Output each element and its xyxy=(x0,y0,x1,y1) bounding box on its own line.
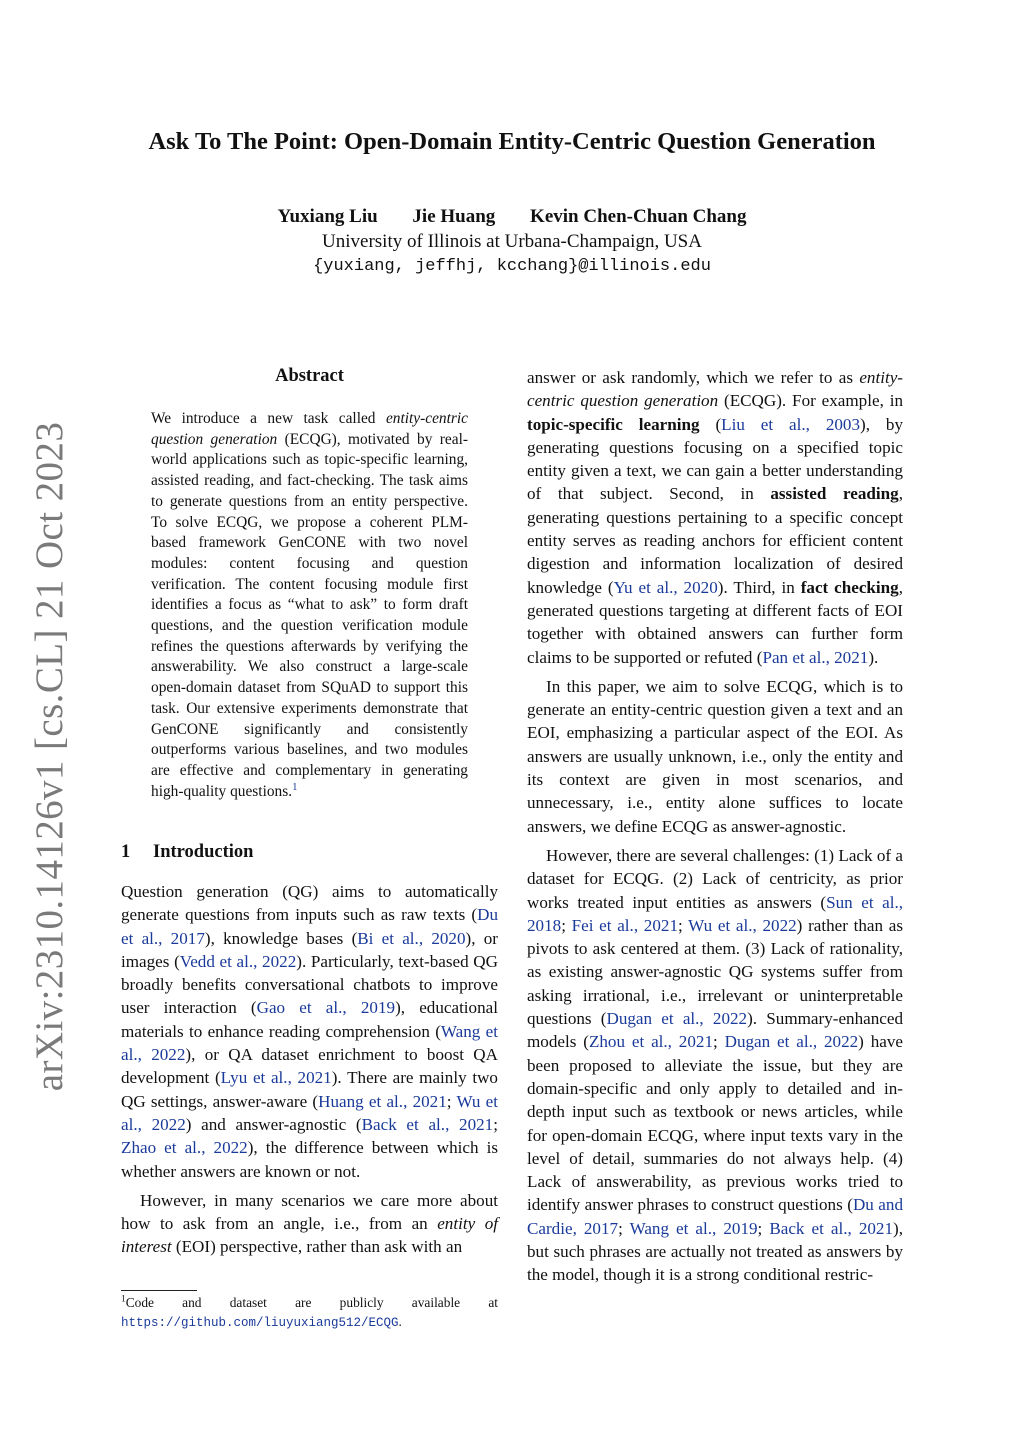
intro-paragraph xyxy=(121,880,498,1183)
abstract-heading: Abstract xyxy=(275,366,344,386)
right-column xyxy=(527,366,903,1293)
citation-link[interactable]: Du et al., 2017 xyxy=(121,905,498,948)
text-run: ), but such phrases are actually not treated as answers by the model, though it is a strong conditional restric- xyxy=(527,1218,903,1285)
text-run: ), knowledge bases ( xyxy=(204,928,358,948)
section-heading xyxy=(121,842,253,863)
author-affiliation: University of Illinois at Urbana-Champaign, USA xyxy=(322,231,702,252)
text-run: ( xyxy=(699,414,722,434)
intro-paragraph: In this paper, we aim to solve ECQG, which is to generate an entity-centric question given a text and an EOI, emphasizing a particular aspect of the EOI. As answers are usually unknown, i.e., only the entity and its context are given in most scenarios, and unnecessary, i.e., entity alone suffices to locate answers, we define ECQG as answer-agnostic. xyxy=(527,676,903,836)
citation-link[interactable]: Dugan et al., 2022 xyxy=(606,1009,748,1029)
text-run: (ECQG). For example, in xyxy=(718,391,903,411)
citation-link[interactable]: Wang et al., 2019 xyxy=(629,1218,758,1238)
text-run: ). Summary-enhanced models ( xyxy=(527,1009,903,1052)
citation-link[interactable]: Zhao et al., 2022 xyxy=(121,1138,248,1158)
text-run: ; xyxy=(618,1218,630,1238)
footnote xyxy=(121,1294,498,1332)
citation-link[interactable]: Liu et al., 2003 xyxy=(721,414,861,434)
citation-link[interactable]: Zhou et al., 2021 xyxy=(588,1032,713,1052)
author-list xyxy=(0,206,1024,228)
text-run-bold: assisted reading xyxy=(770,484,899,504)
citation-link[interactable]: Back et al., 2021 xyxy=(361,1114,494,1134)
text-run: , generated questions targeting at different facts of EOI together with obtained answers can further form claims to be supported or refuted ( xyxy=(527,577,903,667)
intro-paragraph xyxy=(121,1189,498,1259)
intro-paragraph xyxy=(527,844,903,1287)
text-run: ) have been proposed to alleviate the issue, but they are domain-specific and only apply to detailed and in-depth input such as textbook or news articles, while for open-domain ECQG, where input texts vary in the level of detail, summaries do not always help. (4) Lack of answerability, as previous works tried to identify answer phrases to construct questions ( xyxy=(527,1032,903,1215)
author-name: Jie Huang xyxy=(412,206,496,227)
arxiv-identifier: arXiv:2310.14126v1 [cs.CL] 21 Oct 2023 xyxy=(28,421,72,1091)
author-emails: {yuxiang, jeffhj, kcchang}@illinois.edu xyxy=(313,257,711,276)
text-run: Question generation (QG) aims to automatically generate questions from inputs such as raw texts ( xyxy=(121,882,498,925)
text-run: answer or ask randomly, which we refer to as xyxy=(527,368,860,387)
text-run: ) rather than as pivots to ask centered at them. (3) Lack of rationality, as existing answer-agnostic QG systems suffer from asking irrational, i.e., irrelevant or uninterpretable questions ( xyxy=(527,915,903,1029)
text-run: ; xyxy=(713,1032,725,1052)
text-run: , generating questions pertaining to a specific concept entity serves as reading anchors for efficient content digestion and information localization of desired knowledge ( xyxy=(527,484,903,597)
left-column xyxy=(121,880,498,1265)
citation-link[interactable]: Huang et al., 2021 xyxy=(318,1091,447,1111)
text-run-italic: entity-centric question generation xyxy=(151,410,468,448)
citation-link[interactable]: Wu et al., 2022 xyxy=(688,915,797,935)
citation-link[interactable]: Bi et al., 2020 xyxy=(357,928,466,948)
citation-link[interactable]: Back et al., 2021 xyxy=(769,1218,894,1238)
text-run: ; xyxy=(446,1091,457,1111)
text-run: ). xyxy=(868,647,879,667)
footnote-marker[interactable]: 1 xyxy=(292,780,298,793)
citation-link[interactable]: Vedd et al., 2022 xyxy=(179,951,297,971)
text-run: ; xyxy=(493,1114,498,1134)
intro-paragraph xyxy=(527,366,903,669)
text-run: ), or QA dataset enrichment to boost QA development ( xyxy=(121,1045,498,1088)
abstract-text xyxy=(151,409,468,802)
text-run: ), educational materials to enhance reading comprehension ( xyxy=(121,998,498,1041)
citation-link[interactable]: Fei et al., 2021 xyxy=(571,915,678,935)
citation-link[interactable]: Dugan et al., 2022 xyxy=(724,1032,859,1052)
text-run-bold: fact checking xyxy=(800,577,899,597)
repository-link[interactable]: https://github.com/liuyuxiang512/ECQG xyxy=(121,1315,399,1330)
text-run-italic: entity of interest xyxy=(121,1214,498,1257)
text-run: We introduce a new task called xyxy=(151,410,386,427)
text-run: ; xyxy=(678,915,689,935)
section-number: 1 xyxy=(121,842,131,862)
text-run: (EOI) perspective, rather than ask with an xyxy=(171,1237,463,1257)
text-run: ; xyxy=(757,1218,770,1238)
arxiv-sidebar-stamp xyxy=(20,421,80,1091)
footnote-divider xyxy=(121,1290,197,1291)
footnote-number: 1 xyxy=(121,1294,126,1305)
author-name: Kevin Chen-Chuan Chang xyxy=(530,206,747,227)
text-run: ), by generating questions focusing on a specified topic entity given a text, we can gain a better understanding of that subject. Second, in xyxy=(527,414,903,504)
text-run: ). Particularly, text-based QG broadly benefits conversational chatbots to improve user interaction ( xyxy=(121,951,498,1018)
text-run: Code and dataset are publicly available at xyxy=(125,1295,498,1310)
text-run: ; xyxy=(561,915,572,935)
text-run-italic: entity-centric question generation xyxy=(527,368,903,411)
citation-link[interactable]: Du and Cardie, 2017 xyxy=(527,1195,903,1238)
text-run-bold: topic-specific learning xyxy=(527,414,700,434)
citation-link[interactable]: Gao et al., 2019 xyxy=(256,998,396,1018)
text-run: . xyxy=(398,1313,402,1329)
text-run: ), the difference between which is whether answers are known or not. xyxy=(121,1138,498,1181)
author-name: Yuxiang Liu xyxy=(277,206,378,227)
citation-link[interactable]: Wang et al., 2022 xyxy=(121,1021,498,1065)
text-run: ) and answer-agnostic ( xyxy=(185,1114,362,1134)
text-run: ). There are mainly two QG settings, answer-aware ( xyxy=(121,1068,498,1111)
citation-link[interactable]: Wu et al., 2022 xyxy=(121,1091,498,1134)
citation-link[interactable]: Yu et al., 2020 xyxy=(613,577,718,597)
text-run: However, there are several challenges: (1) Lack of a dataset for ECQG. (2) Lack of centricity, as prior works treated input entities as answers ( xyxy=(527,845,903,912)
paper-title: Ask To The Point: Open-Domain Entity-Centric Question Generation xyxy=(148,128,876,155)
citation-link[interactable]: Sun et al., 2018 xyxy=(527,892,903,935)
text-run: ). Third, in xyxy=(717,577,801,597)
text-run: (ECQG), motivated by real-world applications such as topic-specific learning, assisted reading, and fact-checking. The task aims to generate questions from an entity perspective. To solve ECQG, we propose a coherent PLM-based framework GenCONE with two novel modules: content focusing and question verification. The content focusing module first identifies a focus as “what to ask” to form draft questions, and the question verification module refines the questions afterwards by verifying the answerability. We also construct a large-scale open-domain dataset from SQuAD to support this task. Our extensive experiments demonstrate that GenCONE significantly and consistently outperforms various baselines, and two modules are effective and complementary in generating high-quality questions. xyxy=(151,430,468,800)
citation-link[interactable]: Lyu et al., 2021 xyxy=(220,1068,332,1088)
section-title: Introduction xyxy=(153,842,254,862)
text-run: ), or images ( xyxy=(121,928,498,971)
text-run: However, in many scenarios we care more about how to ask from an angle, i.e., from an xyxy=(121,1190,498,1234)
citation-link[interactable]: Pan et al., 2021 xyxy=(762,647,869,667)
